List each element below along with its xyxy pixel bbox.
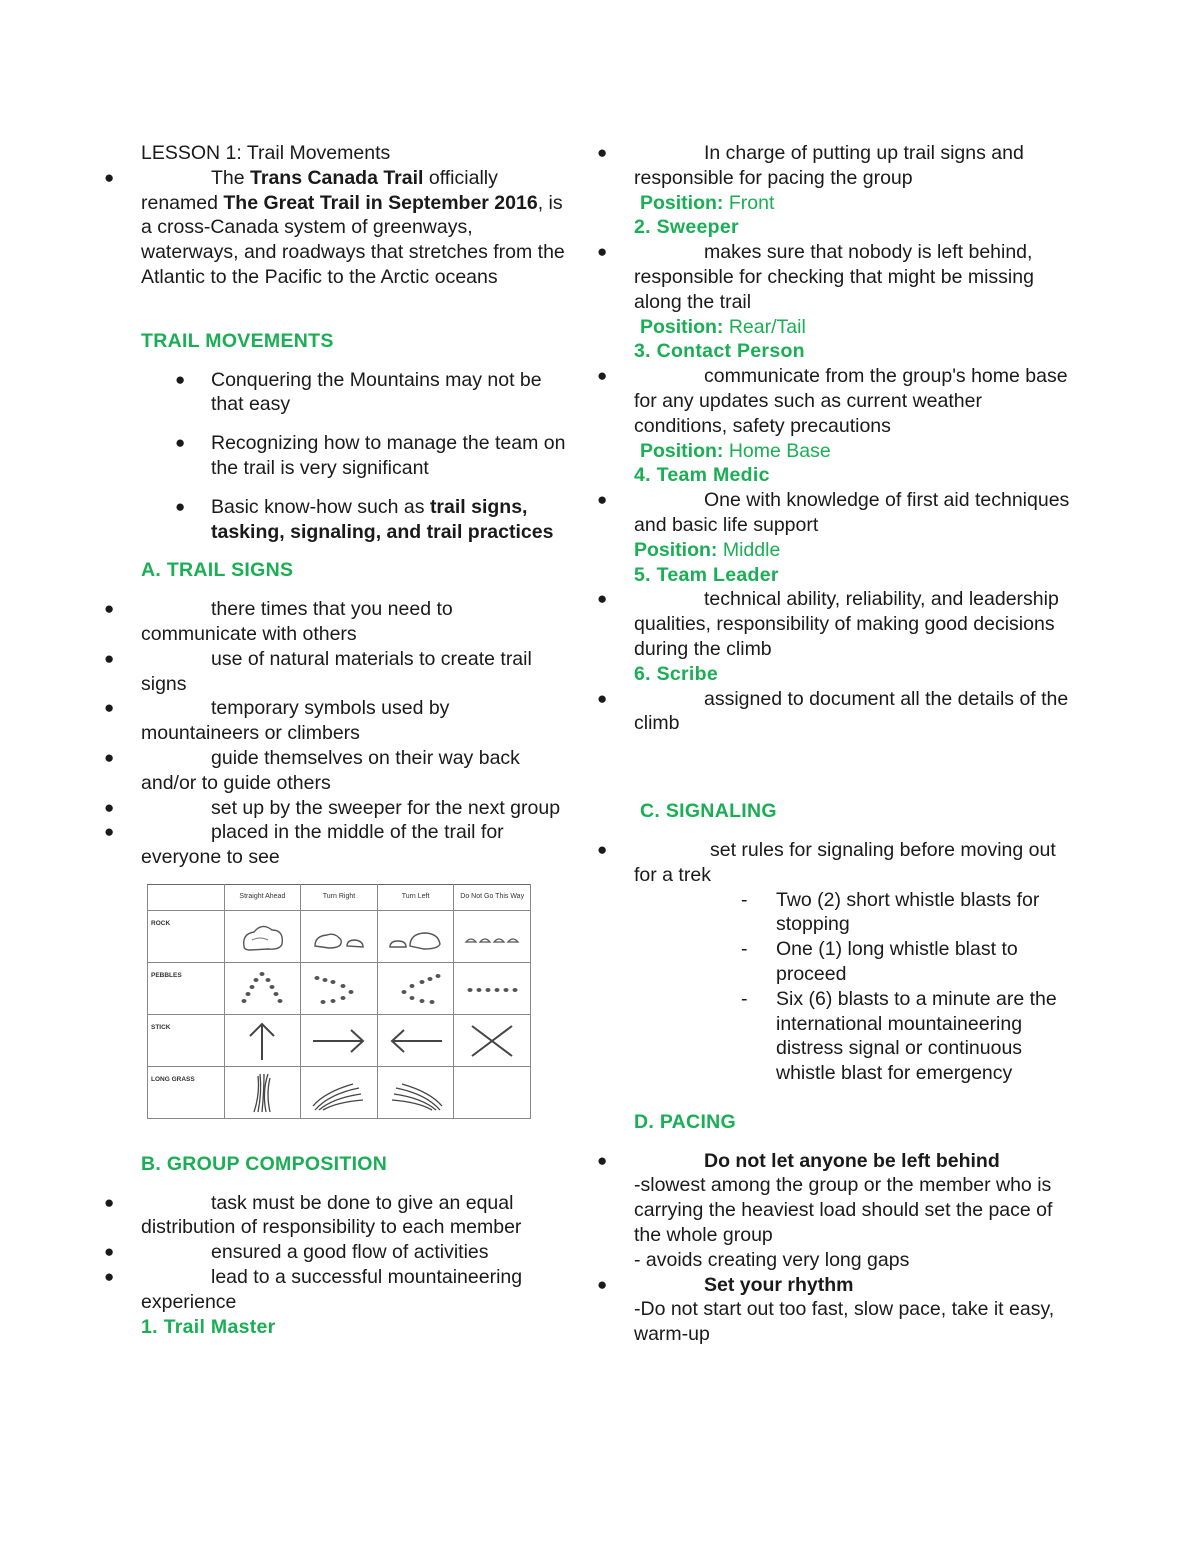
column-header: Straight Ahead bbox=[224, 884, 301, 910]
bullet-icon: ● bbox=[597, 1274, 608, 1294]
table-row bbox=[148, 962, 531, 1014]
rock-right-icon bbox=[309, 916, 369, 958]
bullet-icon: ● bbox=[175, 369, 186, 389]
role-description: ● One with knowledge of first aid techniques and basic life support bbox=[597, 489, 1070, 536]
bullet-icon: ● bbox=[104, 1192, 115, 1212]
role-description: ● assigned to document all the details of the climb bbox=[597, 687, 1069, 735]
pebbles-left-icon bbox=[386, 968, 446, 1010]
bullet-icon: ● bbox=[597, 1150, 608, 1170]
signaling-heading: C. SIGNALING bbox=[640, 800, 777, 823]
bullet-icon: ● bbox=[175, 433, 186, 453]
role-description: ● makes sure that nobody is left behind, responsible for checking that might be missing along the trail bbox=[597, 241, 1034, 313]
list-item: ● set up by the sweeper for the next group bbox=[104, 796, 561, 819]
pacing-item: ● Set your rhythm -Do not start out too fast, slow pace, take it easy, warm-up bbox=[597, 1273, 1055, 1346]
bullet-icon: ● bbox=[104, 747, 115, 767]
row-label: LONG GRASS bbox=[148, 1066, 225, 1118]
trail-signs-table bbox=[147, 884, 531, 1119]
pacing-heading: D. PACING bbox=[634, 1110, 737, 1133]
position-line: Position: Middle bbox=[634, 538, 781, 561]
list-item: ● ensured a good flow of activities bbox=[104, 1241, 489, 1264]
right-column bbox=[593, 141, 1073, 1347]
bullet-icon: ● bbox=[104, 698, 115, 718]
role-title: 1. Trail Master bbox=[141, 1315, 276, 1338]
list-item: ● there times that you need to communicate with others bbox=[104, 598, 453, 645]
list-item: ● Basic know-how such as trail signs, tasking, signaling, and trail practices bbox=[175, 495, 554, 543]
role-title: 5. Team Leader bbox=[634, 563, 779, 586]
pebbles-straight-icon bbox=[232, 968, 292, 1010]
bullet-icon: ● bbox=[597, 589, 608, 609]
bullet-icon: ● bbox=[104, 599, 115, 619]
role-title: 6. Scribe bbox=[634, 662, 718, 685]
bullet-icon: ● bbox=[597, 688, 608, 708]
role-title: 4. Team Medic bbox=[634, 464, 770, 487]
column-header: Turn Right bbox=[301, 884, 378, 910]
bullet-icon: ● bbox=[597, 143, 608, 162]
bullet-icon: ● bbox=[104, 648, 115, 668]
list-item: ● temporary symbols used by mountaineers or climbers bbox=[104, 697, 450, 745]
grass-left-icon bbox=[386, 1072, 446, 1114]
column-header: Do Not Go This Way bbox=[454, 884, 531, 910]
left-column bbox=[100, 141, 570, 1339]
role-title: 2. Sweeper bbox=[634, 216, 739, 239]
grass-straight-icon bbox=[232, 1072, 292, 1114]
position-line: Position: Front bbox=[640, 191, 775, 214]
rock-stop-icon bbox=[462, 916, 522, 958]
stick-left-icon bbox=[386, 1020, 446, 1062]
position-line: Position: Home Base bbox=[640, 439, 831, 462]
dash-item: - Six (6) blasts to a minute are the international mountaineering distress signal or continuous whistle blast for emergency bbox=[741, 987, 1057, 1085]
bullet-icon: ● bbox=[597, 366, 608, 386]
bullet-icon: ● bbox=[104, 1242, 115, 1262]
grass-right-icon bbox=[309, 1072, 369, 1114]
bullet-icon: ● bbox=[175, 496, 186, 516]
role-description: ● communicate from the group's home base for any updates such as current weather conditions, safety precautions bbox=[597, 365, 1068, 437]
role-description: ● technical ability, reliability, and leadership qualities, responsibility of making good decisions during the climb bbox=[597, 588, 1059, 660]
bullet-icon: ● bbox=[104, 822, 115, 842]
group-composition-heading: B. GROUP COMPOSITION bbox=[141, 1152, 388, 1175]
trail-movements-heading: TRAIL MOVEMENTS bbox=[141, 329, 334, 352]
list-item: ● task must be done to give an equal distribution of responsibility to each member bbox=[104, 1191, 522, 1239]
table-corner bbox=[148, 884, 225, 910]
list-item: ● guide themselves on their way back and/or to guide others bbox=[104, 746, 520, 794]
row-label: ROCK bbox=[148, 910, 225, 962]
bullet-icon: ● bbox=[104, 797, 115, 817]
list-item: ● set rules for signaling before moving out for a trek bbox=[597, 838, 1056, 886]
bullet-icon: ● bbox=[597, 490, 608, 510]
role-description: ● In charge of putting up trail signs and responsible for pacing the group bbox=[597, 142, 1024, 189]
column-header: Turn Left bbox=[377, 884, 454, 910]
list-item: ● use of natural materials to create trail signs bbox=[104, 647, 532, 695]
trail-signs-heading: A. TRAIL SIGNS bbox=[141, 559, 294, 582]
stick-straight-icon bbox=[232, 1020, 292, 1062]
dash-item: - One (1) long whistle blast to proceed bbox=[741, 938, 1018, 985]
dash-item: - Two (2) short whistle blasts for stopping bbox=[741, 888, 1040, 936]
role-title: 3. Contact Person bbox=[634, 340, 805, 363]
rock-straight-icon bbox=[232, 916, 292, 958]
pacing-item: ● Do not let anyone be left behind -slowest among the group or the member who is carrying the heaviest load should set the pace of the whole group - avoids creating very long gaps bbox=[597, 1149, 1053, 1271]
pebbles-stop-icon bbox=[462, 968, 522, 1010]
list-item: ● Recognizing how to manage the team on the trail is very significant bbox=[175, 432, 566, 479]
intro-paragraph: ● The Trans Canada Trail officially renamed The Great Trail in September 2016, is a cross-Canada system of greenways, waterways, and roadways that stretches from the Atlantic to the Pacific to the Arctic oceans bbox=[104, 166, 565, 288]
bullet-icon: ● bbox=[104, 1266, 115, 1286]
table-row bbox=[148, 1014, 531, 1066]
table-row bbox=[148, 1066, 531, 1118]
row-label: STICK bbox=[148, 1014, 225, 1066]
list-item: ● Conquering the Mountains may not be that easy bbox=[175, 368, 542, 416]
pebbles-right-icon bbox=[309, 968, 369, 1010]
rock-left-icon bbox=[386, 916, 446, 958]
row-label: PEBBLES bbox=[148, 962, 225, 1014]
bullet-icon: ● bbox=[597, 839, 608, 859]
bullet-icon: ● bbox=[104, 167, 115, 187]
stick-right-icon bbox=[309, 1020, 369, 1062]
table-row bbox=[148, 910, 531, 962]
stick-stop-icon bbox=[462, 1020, 522, 1062]
lesson-title: LESSON 1: Trail Movements bbox=[141, 142, 391, 164]
list-item: ● lead to a successful mountaineering experience bbox=[104, 1265, 523, 1313]
position-line: Position: Rear/Tail bbox=[640, 315, 806, 338]
bullet-icon: ● bbox=[597, 242, 608, 262]
list-item: ● placed in the middle of the trail for everyone to see bbox=[104, 821, 504, 869]
